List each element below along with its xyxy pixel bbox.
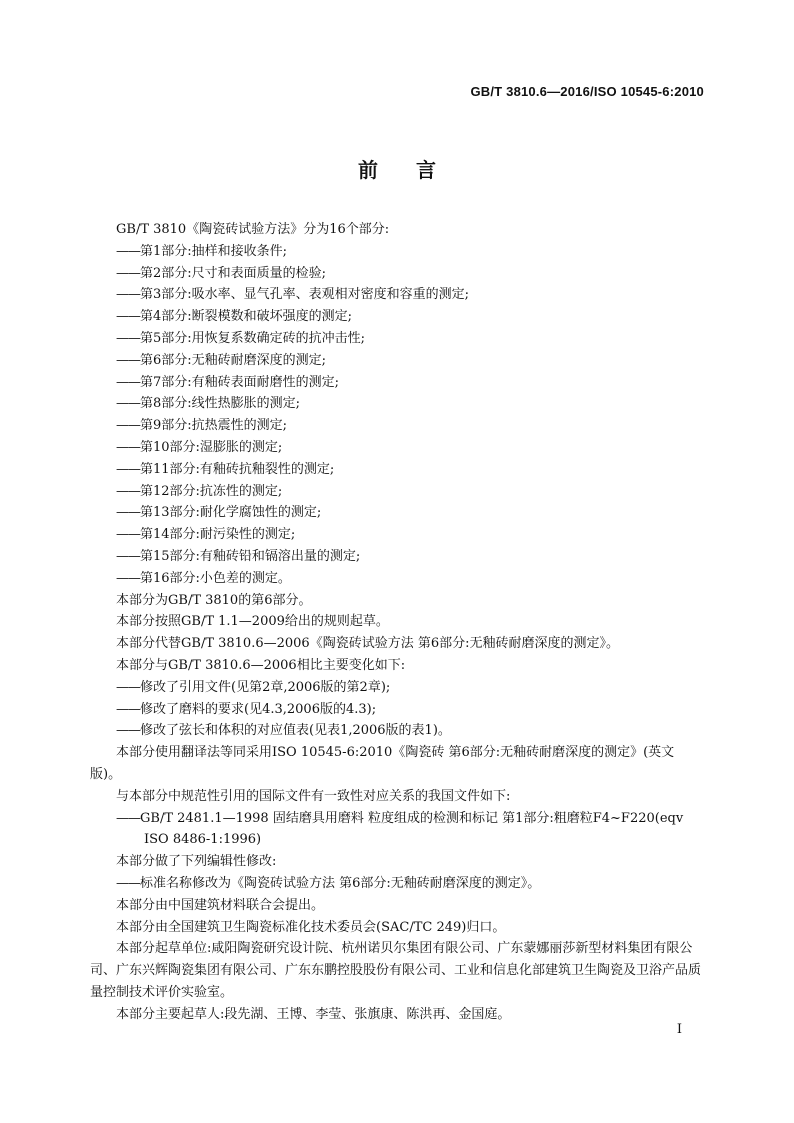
list-item <box>90 372 704 394</box>
list-item <box>90 350 704 372</box>
list-item-text: 标准名称修改为《陶瓷砖试验方法 第6部分:无釉砖耐磨深度的测定》。 <box>140 875 541 891</box>
em-dash: —— <box>116 461 140 477</box>
em-dash: —— <box>116 483 140 499</box>
list-item <box>90 241 704 263</box>
list-item <box>90 699 704 721</box>
consistency-list-item <box>90 808 704 852</box>
foreword-body <box>90 219 704 1025</box>
changes-intro-paragraph: 本部分与GB/T 3810.6—2006相比主要变化如下: <box>116 657 406 673</box>
drafted-paragraph: 本部分按照GB/T 1.1—2009给出的规则起草。 <box>116 614 389 630</box>
standard-number-header: GB/T 3810.6—2016/ISO 10545-6:2010 <box>470 84 704 99</box>
drafters-paragraph: 本部分主要起草人:段先湖、王博、李莹、张旗康、陈洪再、金国庭。 <box>116 1006 511 1022</box>
list-item-text: GB/T 2481.1—1998 固结磨具用磨料 粒度组成的检测和标记 第1部分:粗磨粒F4~F220(eqv ISO 8486-1:1996) <box>140 810 684 848</box>
em-dash: —— <box>116 875 140 891</box>
list-item-text: 第12部分:抗冻性的测定; <box>140 483 283 499</box>
proposed-paragraph: 本部分由中国建筑材料联合会提出。 <box>116 897 325 913</box>
list-item-text: 修改了磨料的要求(见4.3,2006版的4.3); <box>140 701 377 717</box>
em-dash: —— <box>116 309 140 325</box>
list-item-text: 修改了引用文件(见第2章,2006版的第2章); <box>140 679 391 695</box>
em-dash: —— <box>116 527 140 543</box>
em-dash: —— <box>116 505 140 521</box>
list-item <box>90 328 704 350</box>
list-item-text: 第7部分:有釉砖表面耐磨性的测定; <box>140 374 340 390</box>
list-item <box>90 568 704 590</box>
list-item-text: 第4部分:断裂模数和破坏强度的测定; <box>140 309 353 325</box>
em-dash: —— <box>116 570 140 586</box>
em-dash: —— <box>116 723 140 739</box>
list-item-text: 第10部分:湿膨胀的测定; <box>140 439 283 455</box>
em-dash: —— <box>116 396 140 412</box>
consistency-paragraph: 与本部分中规范性引用的国际文件有一致性对应关系的我国文件如下: <box>116 788 511 804</box>
em-dash: —— <box>116 701 140 717</box>
centralized-paragraph: 本部分由全国建筑卫生陶瓷标准化技术委员会(SAC/TC 249)归口。 <box>116 919 506 935</box>
em-dash: —— <box>116 265 140 281</box>
list-item <box>90 720 704 742</box>
changes-list <box>90 677 704 742</box>
list-item-text: 第8部分:线性热膨胀的测定; <box>140 396 301 412</box>
list-item <box>90 437 704 459</box>
em-dash: —— <box>116 548 140 564</box>
em-dash: —— <box>116 810 140 826</box>
editorial-paragraph: 本部分做了下列编辑性修改: <box>116 854 277 870</box>
list-item <box>90 284 704 306</box>
list-item <box>90 481 704 503</box>
part-of-paragraph: 本部分为GB/T 3810的第6部分。 <box>116 592 312 608</box>
em-dash: —— <box>116 418 140 434</box>
parts-list <box>90 241 704 590</box>
list-item <box>90 677 704 699</box>
em-dash: —— <box>116 374 140 390</box>
em-dash: —— <box>116 243 140 259</box>
em-dash: —— <box>116 287 140 303</box>
drafting-units-paragraph: 本部分起草单位:咸阳陶瓷研究设计院、杭州诺贝尔集团有限公司、广东蒙娜丽莎新型材料集团有限公司、广东兴辉陶瓷集团有限公司、广东东鹏控股股份有限公司、工业和信息化部建筑卫生陶瓷及卫浴产品质量控制技术评价实验室。 <box>90 941 702 1000</box>
list-item-text: 第5部分:用恢复系数确定砖的抗冲击性; <box>140 330 366 346</box>
list-item-text: 第15部分:有釉砖铅和镉溶出量的测定; <box>140 548 361 564</box>
list-item <box>90 502 704 524</box>
intro-paragraph: GB/T 3810《陶瓷砖试验方法》分为16个部分: <box>116 222 390 237</box>
em-dash: —— <box>116 679 140 695</box>
list-item-text: 第2部分:尺寸和表面质量的检验; <box>140 265 327 281</box>
list-item-text: 第1部分:抽样和接收条件; <box>140 243 288 259</box>
list-item <box>90 263 704 285</box>
em-dash: —— <box>116 330 140 346</box>
em-dash: —— <box>116 352 140 368</box>
translation-paragraph: 本部分使用翻译法等同采用ISO 10545-6:2010《陶瓷砖 第6部分:无釉砖耐磨深度的测定》(英文版)。 <box>90 745 675 782</box>
list-item-text: 第14部分:耐污染性的测定; <box>140 527 296 543</box>
list-item <box>90 393 704 415</box>
list-item-text: 第6部分:无釉砖耐磨深度的测定; <box>140 352 327 368</box>
list-item-text: 第9部分:抗热震性的测定; <box>140 418 288 434</box>
list-item-text: 第16部分:小色差的测定。 <box>140 570 291 586</box>
list-item-text: 第11部分:有釉砖抗釉裂性的测定; <box>140 461 335 477</box>
list-item-text: 第13部分:耐化学腐蚀性的测定; <box>140 505 322 521</box>
em-dash: —— <box>116 439 140 455</box>
list-item <box>90 415 704 437</box>
list-item-text: 修改了弦长和体积的对应值表(见表1,2006版的表1)。 <box>140 723 451 739</box>
page-number: I <box>676 1022 682 1037</box>
list-item-text: 第3部分:吸水率、显气孔率、表观相对密度和容重的测定; <box>140 287 470 303</box>
list-item <box>90 546 704 568</box>
page-title: 前言 <box>358 158 474 182</box>
editorial-list-item <box>90 873 704 895</box>
list-item <box>90 306 704 328</box>
list-item <box>90 459 704 481</box>
replaces-paragraph: 本部分代替GB/T 3810.6—2006《陶瓷砖试验方法 第6部分:无釉砖耐磨深度的测定》。 <box>116 636 619 652</box>
list-item <box>90 524 704 546</box>
